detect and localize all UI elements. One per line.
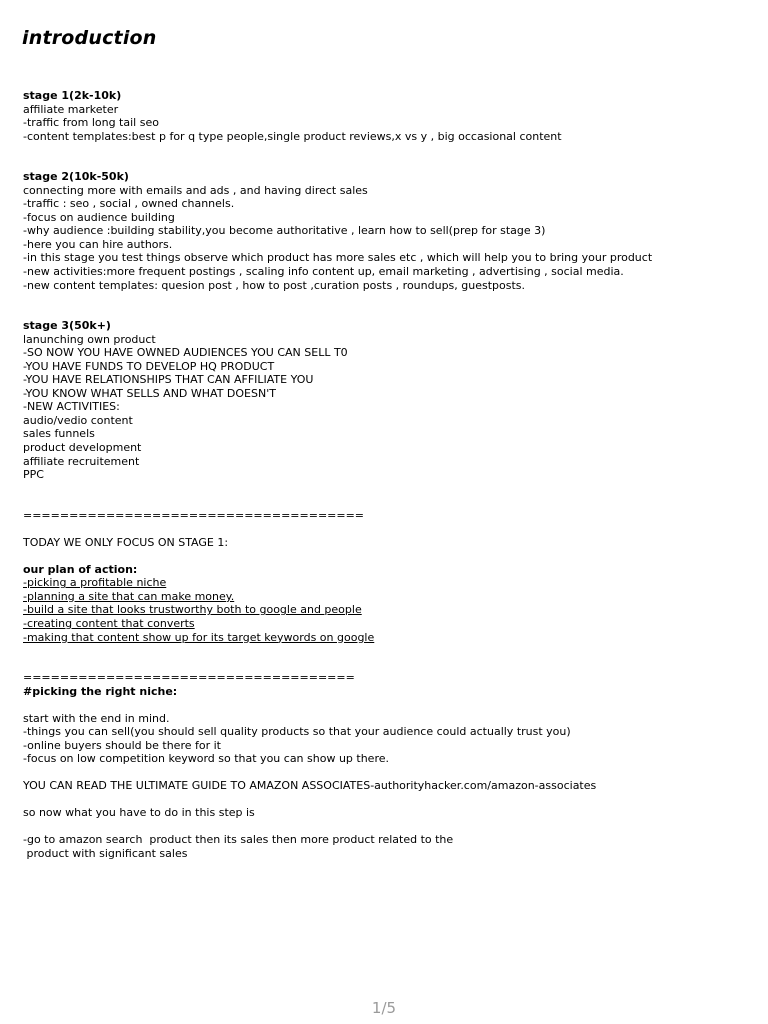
- stage-3-line: affiliate recruitement: [23, 454, 140, 468]
- niche-section: [23, 685, 753, 861]
- stage-2-heading: stage 2(10k-50k): [23, 170, 129, 184]
- niche-line: -things you can sell(you should sell quality products so that your audience could actually trust you): [23, 725, 571, 739]
- stage-1-line: -traffic from long tail seo: [23, 116, 159, 130]
- niche-line: -online buyers should be there for it: [23, 738, 221, 752]
- step-intro: so now what you have to do in this step is: [23, 806, 255, 820]
- stage-2-line: -in this stage you test things observe which product has more sales etc , which will help you to bring your product: [23, 251, 653, 265]
- document-title: introduction: [22, 27, 157, 49]
- stage-3-line: product development: [23, 441, 142, 455]
- stage-2-section: [23, 170, 753, 292]
- stage-1-heading: stage 1(2k-10k): [23, 89, 122, 102]
- stage-3-section: [23, 319, 753, 482]
- stage-3-line: -SO NOW YOU HAVE OWNED AUDIENCES YOU CAN SELL T0: [23, 346, 348, 360]
- stage-3-line: -YOU HAVE FUNDS TO DEVELOP HQ PRODUCT: [23, 359, 275, 373]
- stage-2-line: -new content templates: quesion post , how to post ,curation posts , roundups, guestposts.: [23, 278, 526, 292]
- stage-2-line: -new activities:more frequent postings , scaling info content up, email marketing , advertising , social media.: [23, 265, 624, 279]
- divider-line: =====================================: [23, 508, 365, 522]
- plan-item-link[interactable]: -creating content that converts: [23, 616, 195, 630]
- plan-item-link[interactable]: -planning a site that can make money.: [23, 589, 235, 603]
- niche-line: start with the end in mind.: [23, 711, 170, 725]
- stage-2-line: -traffic : seo , social , owned channels.: [23, 197, 235, 211]
- plan-item-link[interactable]: -making that content show up for its target keywords on google: [23, 630, 375, 644]
- stage-3-line: -YOU KNOW WHAT SELLS AND WHAT DOESN'T: [23, 386, 276, 400]
- divider-line: ====================================: [23, 671, 355, 685]
- stage-3-line: audio/vedio content: [23, 413, 133, 427]
- stage-1-section: [23, 89, 753, 143]
- focus-statement: TODAY WE ONLY FOCUS ON STAGE 1:: [23, 535, 229, 549]
- plan-item-link[interactable]: -picking a profitable niche: [23, 576, 167, 590]
- plan-section: [23, 563, 753, 644]
- stage-1-line: -content templates:best p for q type people,single product reviews,x vs y , big occasional content: [23, 129, 562, 143]
- stage-3-line: PPC: [23, 468, 44, 482]
- stage-3-heading: stage 3(50k+): [23, 319, 111, 333]
- guide-note: YOU CAN READ THE ULTIMATE GUIDE TO AMAZON ASSOCIATES-authorityhacker.com/amazon-associates: [23, 779, 597, 793]
- stage-3-line: -YOU HAVE RELATIONSHIPS THAT CAN AFFILIATE YOU: [23, 373, 314, 387]
- stage-3-line: -NEW ACTIVITIES:: [23, 400, 120, 414]
- stage-3-line: sales funnels: [23, 427, 95, 441]
- niche-line: -focus on low competition keyword so that you can show up there.: [23, 752, 389, 766]
- step-line: product with significant sales: [23, 846, 188, 860]
- step-line: -go to amazon search product then its sales then more product related to the: [23, 833, 454, 847]
- document-body: [23, 89, 753, 861]
- stage-3-line: lanunching own product: [23, 332, 156, 346]
- page-indicator: 1/5: [371, 999, 397, 1017]
- niche-heading: #picking the right niche:: [23, 684, 178, 698]
- stage-2-line: -focus on audience building: [23, 210, 175, 224]
- stage-2-line: -here you can hire authors.: [23, 237, 173, 251]
- stage-1-line: affiliate marketer: [23, 102, 119, 116]
- plan-heading: our plan of action:: [23, 562, 138, 576]
- plan-item-link[interactable]: -build a site that looks trustworthy both to google and people: [23, 603, 362, 617]
- stage-2-line: -why audience :building stability,you become authoritative , learn how to sell(prep for stage 3): [23, 224, 546, 238]
- stage-2-line: connecting more with emails and ads , and having direct sales: [23, 183, 368, 197]
